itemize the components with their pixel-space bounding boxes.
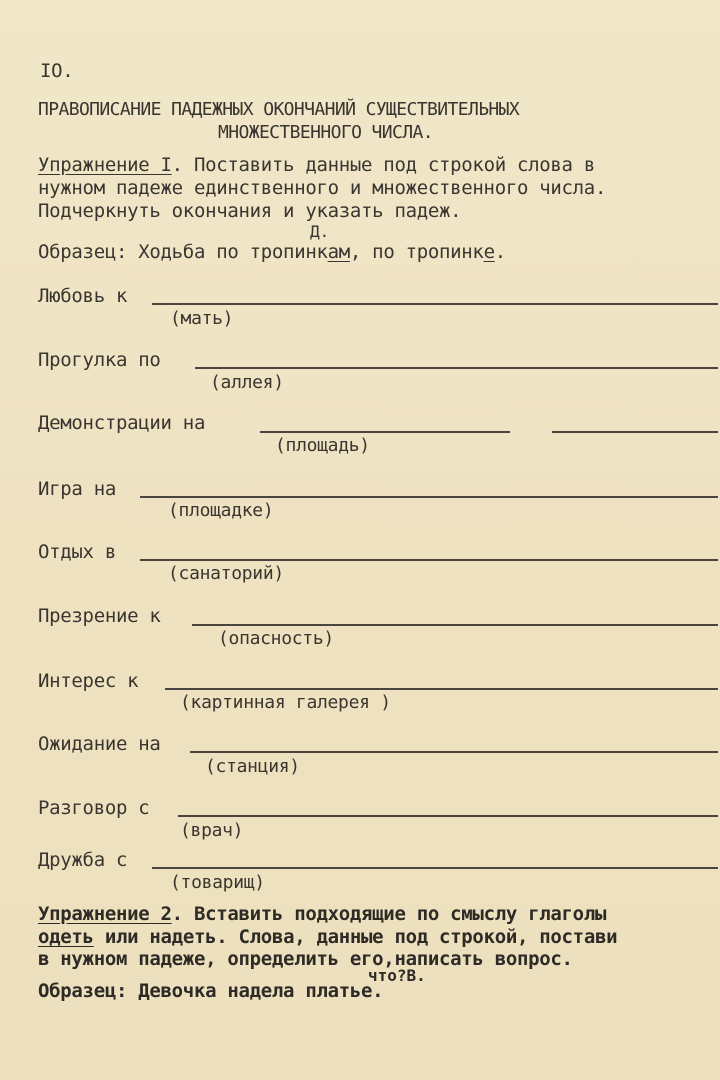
item-hint: (санаторий) xyxy=(168,563,284,584)
sample-middle: , по тропинк xyxy=(349,241,484,263)
item-hint: (аллея) xyxy=(210,372,284,393)
page-title-line-2: МНОЖЕСТВЕННОГО ЧИСЛА. xyxy=(218,122,433,143)
item-hint: (станция) xyxy=(205,756,300,777)
exercise-1-instruction-line-1 xyxy=(38,156,595,175)
answer-line[interactable] xyxy=(140,559,718,561)
answer-line[interactable] xyxy=(178,815,718,817)
exercise-1-text-1: . Поставить данные под строкой слова в xyxy=(171,154,595,176)
page-number: IO. xyxy=(40,60,74,82)
item-hint: (врач) xyxy=(180,820,244,841)
item-hint: (опасность) xyxy=(218,628,334,649)
item-phrase: Прогулка по xyxy=(38,349,161,371)
item-hint: (площадь) xyxy=(275,435,370,456)
item-phrase: Отдых в xyxy=(38,541,116,563)
answer-line[interactable] xyxy=(195,367,718,369)
item-phrase: Презрение к xyxy=(38,605,161,627)
answer-line[interactable] xyxy=(260,431,510,433)
item-phrase: Демонстрации на xyxy=(38,412,206,434)
item-phrase: Игра на xyxy=(38,478,116,500)
answer-line[interactable] xyxy=(165,688,718,690)
sample-prefix: Образец: Ходьба по тропинк xyxy=(38,241,328,263)
answer-line[interactable] xyxy=(192,624,718,626)
exercise-2-instruction-line-2 xyxy=(38,928,617,947)
item-phrase: Ожидание на xyxy=(38,733,161,755)
exercise-2-verb: одеть xyxy=(38,926,94,948)
page-title-line-1: ПРАВОПИСАНИЕ ПАДЕЖНЫХ ОКОНЧАНИЙ СУЩЕСТВИТЕЛЬНЫХ xyxy=(38,99,520,120)
question-mark-annotation: что?В. xyxy=(368,966,426,985)
exercise-2-text-1: . Вставить подходящие по смыслу глаголы xyxy=(171,903,607,925)
item-hint: (мать) xyxy=(170,308,234,329)
item-hint: (товарищ) xyxy=(170,872,265,893)
exercise-2-heading: Упражнение 2 xyxy=(38,903,172,925)
item-phrase: Разговор с xyxy=(38,797,150,819)
item-hint: (картинная галерея ) xyxy=(180,692,391,713)
case-mark: Д. xyxy=(310,222,330,241)
answer-line[interactable] xyxy=(140,496,718,498)
item-phrase: Любовь к xyxy=(38,285,128,307)
answer-line[interactable] xyxy=(552,431,718,433)
exercise-2-sample: Образец: Девочка надела платье. xyxy=(38,980,384,1002)
item-phrase: Интерес к xyxy=(38,670,139,692)
sample-ending-2: е xyxy=(483,241,495,263)
answer-line[interactable] xyxy=(152,303,718,305)
exercise-1-instruction-line-2: нужном падеже единственного и множественного числа. xyxy=(38,177,607,199)
item-phrase: Дружба с xyxy=(38,849,128,871)
sample-ending-1: ам xyxy=(327,241,350,263)
exercise-2-instruction-line-1 xyxy=(38,905,606,924)
sample-suffix: . xyxy=(494,241,506,263)
answer-line[interactable] xyxy=(152,867,718,869)
item-hint: (площадке) xyxy=(168,500,274,521)
exercise-1-heading: Упражнение I xyxy=(38,154,172,176)
exercise-1-sample xyxy=(38,243,506,262)
answer-line[interactable] xyxy=(190,751,718,753)
exercise-2-text-2: или надеть. Слова, данные под строкой, постави xyxy=(93,926,618,948)
exercise-1-instruction-line-3: Подчеркнуть окончания и указать падеж. xyxy=(38,200,462,222)
exercise-2-instruction-line-3: в нужном падеже, определить его,написать вопрос. xyxy=(38,948,573,970)
